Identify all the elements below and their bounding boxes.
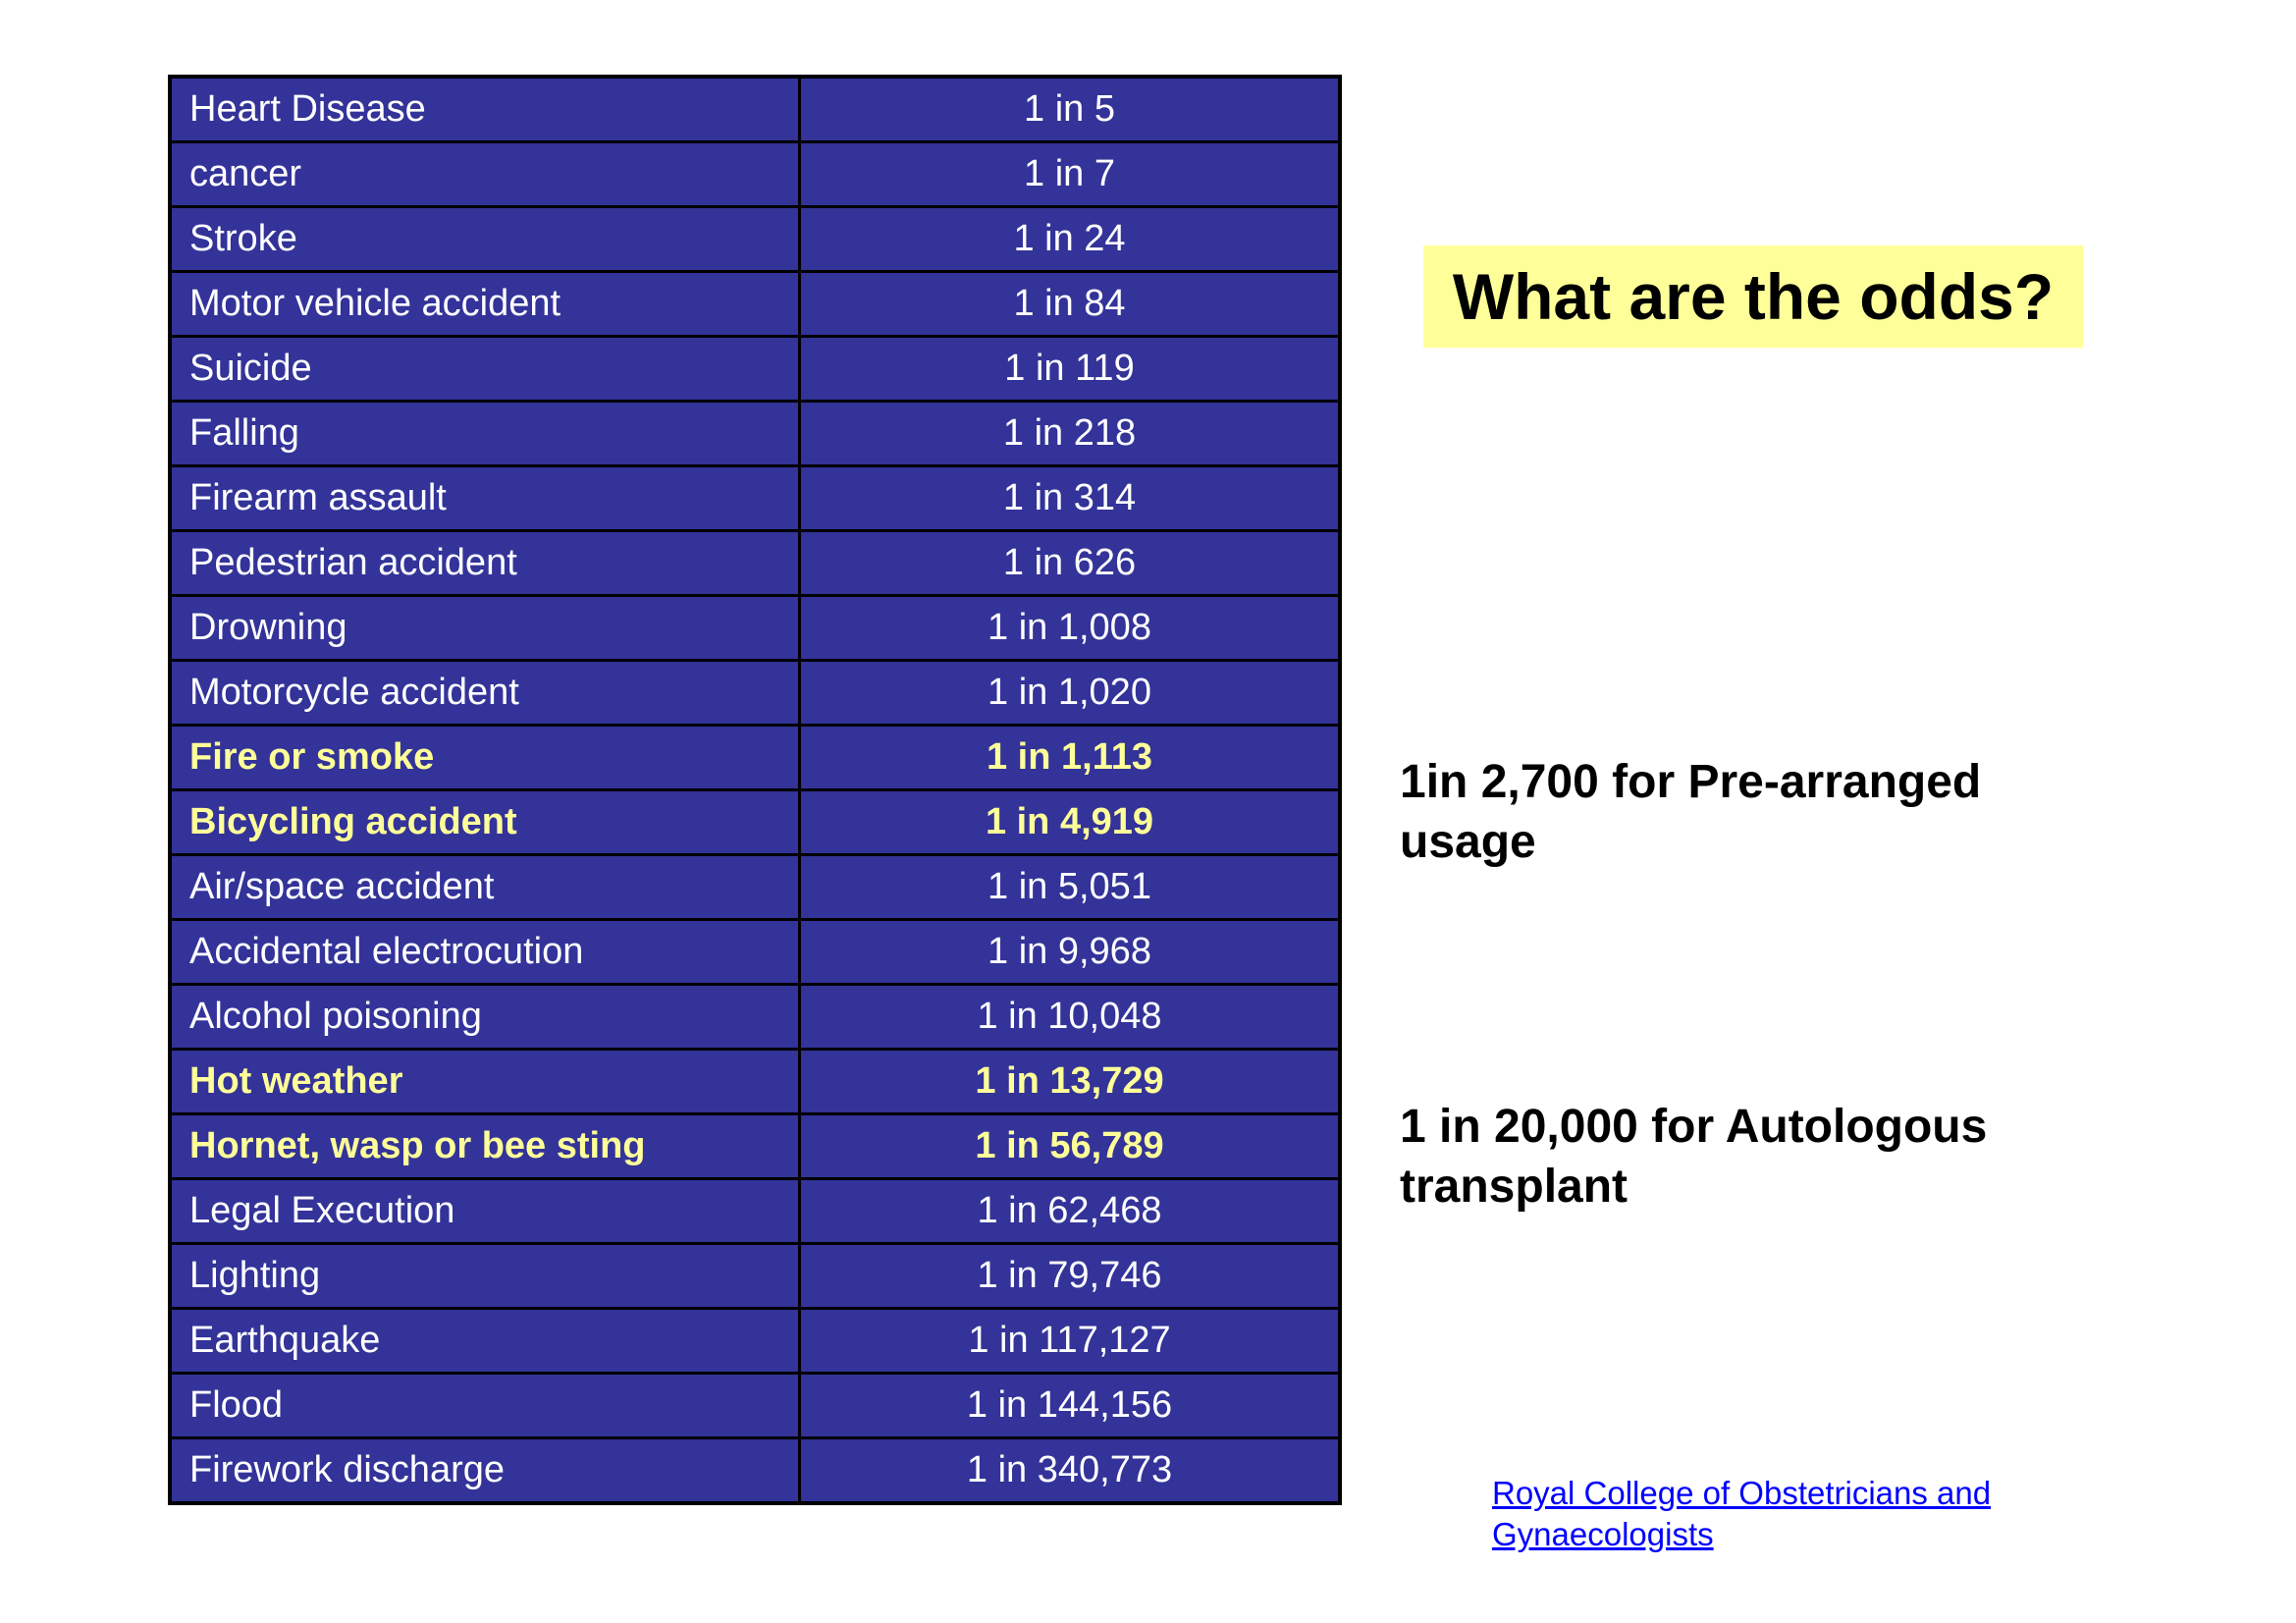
- cause-cell: Pedestrian accident: [170, 531, 800, 596]
- table-row: [170, 531, 1340, 596]
- odds-cell: 1 in 79,746: [800, 1244, 1341, 1309]
- table-row: [170, 77, 1340, 142]
- cause-cell: cancer: [170, 142, 800, 207]
- cause-cell: Stroke: [170, 207, 800, 272]
- cause-cell: Bicycling accident: [170, 790, 800, 855]
- table-row: [170, 661, 1340, 726]
- table-row: [170, 1244, 1340, 1309]
- table-row: [170, 337, 1340, 402]
- table-row: [170, 855, 1340, 920]
- table-row: [170, 1114, 1340, 1179]
- table-row: [170, 1374, 1340, 1438]
- cause-cell: Hornet, wasp or bee sting: [170, 1114, 800, 1179]
- pre-arranged-odds-note: 1in 2,700 for Pre-arranged usage: [1400, 756, 1982, 868]
- odds-cell: 1 in 340,773: [800, 1438, 1341, 1504]
- cause-cell: Drowning: [170, 596, 800, 661]
- source-link[interactable]: Royal College of Obstetricians and Gynaecologists: [1492, 1475, 1992, 1552]
- odds-cell: 1 in 13,729: [800, 1050, 1341, 1114]
- odds-cell: 1 in 7: [800, 142, 1341, 207]
- cause-cell: Lighting: [170, 1244, 800, 1309]
- cause-cell: Heart Disease: [170, 77, 800, 142]
- table-row: [170, 985, 1340, 1050]
- odds-cell: 1 in 5: [800, 77, 1341, 142]
- table-row: [170, 726, 1340, 790]
- table-row: [170, 1438, 1340, 1504]
- odds-cell: 1 in 10,048: [800, 985, 1341, 1050]
- odds-cell: 1 in 24: [800, 207, 1341, 272]
- odds-cell: 1 in 1,008: [800, 596, 1341, 661]
- odds-cell: 1 in 9,968: [800, 920, 1341, 985]
- table-row: [170, 596, 1340, 661]
- odds-cell: 1 in 314: [800, 466, 1341, 531]
- table-row: [170, 790, 1340, 855]
- table-row: [170, 1179, 1340, 1244]
- cause-cell: Legal Execution: [170, 1179, 800, 1244]
- cause-cell: Firearm assault: [170, 466, 800, 531]
- table-row: [170, 466, 1340, 531]
- table-row: [170, 1309, 1340, 1374]
- odds-cell: 1 in 1,020: [800, 661, 1341, 726]
- cause-cell: Hot weather: [170, 1050, 800, 1114]
- odds-cell: 1 in 5,051: [800, 855, 1341, 920]
- odds-table: [168, 75, 1342, 1505]
- cause-cell: Fire or smoke: [170, 726, 800, 790]
- odds-cell: 1 in 117,127: [800, 1309, 1341, 1374]
- table-row: [170, 272, 1340, 337]
- odds-cell: 1 in 1,113: [800, 726, 1341, 790]
- odds-cell: 1 in 144,156: [800, 1374, 1341, 1438]
- table-row: [170, 142, 1340, 207]
- cause-cell: Air/space accident: [170, 855, 800, 920]
- odds-cell: 1 in 626: [800, 531, 1341, 596]
- cause-cell: Motorcycle accident: [170, 661, 800, 726]
- cause-cell: Motor vehicle accident: [170, 272, 800, 337]
- odds-cell: 1 in 119: [800, 337, 1341, 402]
- cause-cell: Earthquake: [170, 1309, 800, 1374]
- odds-table-body: [170, 77, 1340, 1503]
- odds-cell: 1 in 56,789: [800, 1114, 1341, 1179]
- cause-cell: Suicide: [170, 337, 800, 402]
- cause-cell: Accidental electrocution: [170, 920, 800, 985]
- table-row: [170, 920, 1340, 985]
- cause-cell: Firework discharge: [170, 1438, 800, 1504]
- autologous-odds-note: 1 in 20,000 for Autologous transplant: [1400, 1101, 1988, 1213]
- table-row: [170, 207, 1340, 272]
- odds-cell: 1 in 84: [800, 272, 1341, 337]
- odds-cell: 1 in 62,468: [800, 1179, 1341, 1244]
- cause-cell: Flood: [170, 1374, 800, 1438]
- slide-title: What are the odds?: [1423, 245, 2083, 348]
- cause-cell: Falling: [170, 402, 800, 466]
- table-row: [170, 402, 1340, 466]
- cause-cell: Alcohol poisoning: [170, 985, 800, 1050]
- table-row: [170, 1050, 1340, 1114]
- odds-cell: 1 in 218: [800, 402, 1341, 466]
- odds-cell: 1 in 4,919: [800, 790, 1341, 855]
